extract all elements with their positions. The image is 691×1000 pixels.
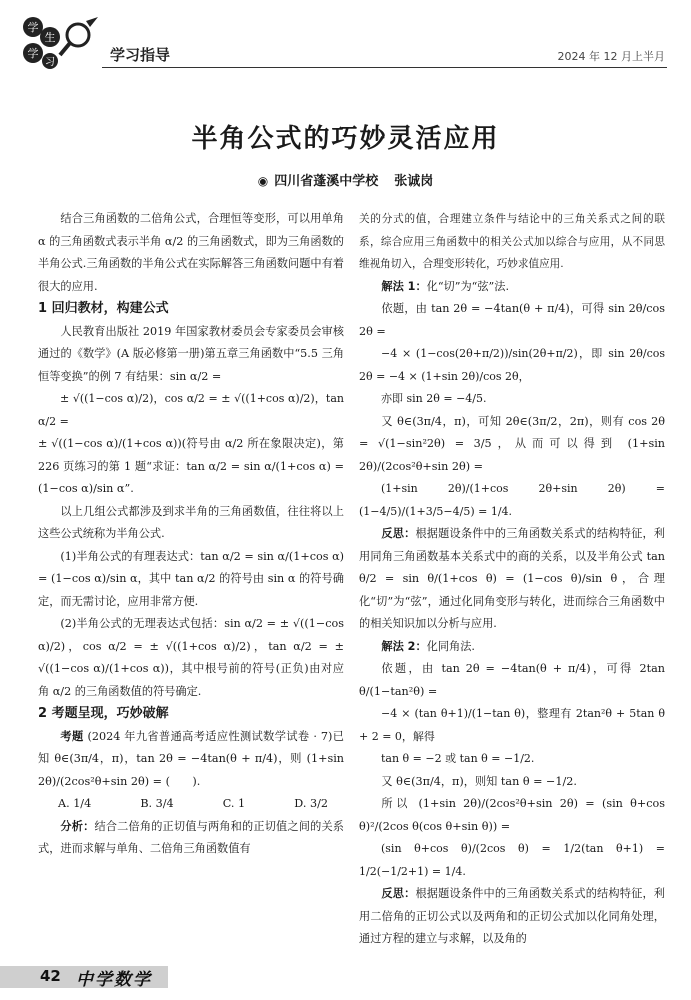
article-title: 半角公式的巧妙灵活应用	[191, 124, 500, 154]
analysis-text: 结合二倍角的正切值与两角和的正切值之间的关系式，进而求解与单角、二倍角三角函数值有	[38, 819, 344, 855]
textbook-paragraph-end: ± √((1−cos α)/(1+cos α))(符号由 α/2 所在象限决定)，第 226 页练习的第 1 题“求证：tan α/2 = sin α/(1+cos α) = (1−cos α)/sin α”.	[38, 437, 344, 495]
reflection-1-label: 反思：	[381, 527, 416, 540]
left-column	[38, 208, 344, 948]
solution-2-title: 化同角法.	[426, 639, 475, 653]
section-title: 学习指导	[110, 46, 171, 64]
magazine-name: 中学数学	[76, 970, 152, 990]
reflection-2-text: 根据题设条件中的三角函数关系式的结构特征，利用二倍角的正切公式以及两角和的正切公式加以化同角处理，通过方程的建立与求解，以及角的	[359, 887, 665, 945]
choice-b: B. 3/4	[140, 797, 174, 810]
reflection-2-label: 反思：	[381, 887, 416, 900]
solution-1-label: 解法 1：	[381, 279, 427, 293]
choice-a: A. 1/4	[58, 797, 92, 810]
exam-problem	[38, 726, 344, 794]
logo-char-1: 学	[27, 21, 39, 34]
solution-2-step-5: 所以 (1+sin 2θ)/(2cos²θ+sin 2θ) = (sin θ+cos θ)²/(2cos θ(cos θ+sin θ)) =	[359, 797, 665, 833]
page-footer	[0, 962, 691, 992]
reflection-1	[359, 523, 665, 636]
author-name: 张诚岗	[394, 174, 434, 189]
byline-bullet-icon: ◉	[257, 174, 269, 188]
summary-paragraph: 以上几组公式都涉及到求半角的三角函数值，往往将以上这些公式统称为半角公式.	[38, 504, 344, 540]
answer-choices	[38, 793, 344, 816]
reflection-1-text: 根据题设条件中的三角函数关系式的结构特征，利用同角三角函数基本关系式中的商的关系，以及半角公式 tan θ/2 = sin θ/(1+cos θ) = (1−cos θ)/sin θ，合理化“切”为“弦”，通过化同角变形与转化，进而综合三角函数中的相关知识加以分析与应用.	[359, 527, 665, 630]
half-angle-formulas: ± √((1−cos α)/2)，cos α/2 = ± √((1+cos α)/2)，tan α/2 =	[38, 392, 344, 428]
byline	[0, 170, 691, 189]
analysis-paragraph	[38, 816, 344, 861]
solution-2-step-2: −4 × (tan θ+1)/(1−tan θ)，整理有 2tan²θ + 5tan θ + 2 = 0，解得	[359, 707, 665, 743]
intro-paragraph: 结合三角函数的二倍角公式，合理恒等变形，可以用单角 α 的三角函数式表示半角 α/2 的三角函数式，即为三角函数的半角公式.三角函数的半角公式在实际解答三角函数问题中有着很大的应用.	[38, 212, 344, 293]
solution-1-step-4: 又 θ∈(3π/4，π)，可知 2θ∈(3π/2，2π)，则有 cos 2θ = √(1−sin²2θ) = 3/5，从而可以得到 (1+sin 2θ)/(2cos²θ+sin 2θ) =	[359, 414, 665, 473]
exam-text: (2024 年九省普通高考适应性测试数学试卷 · 7)已知 θ∈(3π/4，π)，tan 2θ = −4tan(θ + π/4)，则 (1+sin 2θ)/(2cos²θ+sin 2θ) = ( ).	[38, 729, 344, 788]
rational-form-paragraph: (1)半角公式的有理表达式：tan α/2 = sin α/(1+cos α) = (1−cos α)/sin α，其中 tan α/2 的符号由 sin α 的符号确定，而无需讨论，应用非常方便.	[38, 549, 344, 608]
solution-2-step-4: 又 θ∈(3π/4，π)，则知 tan θ = −1/2.	[381, 774, 577, 788]
analysis-label: 分析：	[60, 819, 95, 833]
solution-1-step-1: 依题，由 tan 2θ = −4tan(θ + π/4)，可得 sin 2θ/cos 2θ =	[359, 302, 665, 338]
analysis-continued: 关的分式的值，合理建立条件与结论中的三角关系式之间的联系，综合应用三角函数中的相关公式加以综合与应用，从不同思维视角切入，合理变形转化，巧妙求值应用.	[359, 213, 665, 270]
exam-label: 考题	[60, 729, 84, 743]
page-header	[0, 0, 691, 70]
textbook-paragraph: 人民教育出版社 2019 年国家教材委员会专家委员会审核通过的《数学》(A 版必修第一册)第五章三角函数中“5.5 三角恒等变换”的例 7 有结果：sin α/2 =	[38, 324, 344, 383]
logo-char-2: 生	[44, 31, 56, 44]
reflection-2	[359, 883, 665, 948]
solution-1-heading	[359, 276, 665, 299]
section-heading-1: 1 回归教材，构建公式	[38, 301, 169, 316]
solution-2-step-1: 依题，由 tan 2θ = −4tan(θ + π/4)，可得 2tan θ/(1−tan²θ) =	[359, 662, 665, 698]
right-column	[359, 208, 665, 948]
irrational-form-paragraph: (2)半角公式的无理表达式包括：sin α/2 = ± √((1−cos α)/2)，cos α/2 = ± √((1+cos α)/2)，tan α/2 = ± √((1−cos α)/(1+cos α))，其中根号前的符号(正负)由对应角 α/2 的三角函数值的符号确定.	[38, 617, 344, 698]
header-rule	[102, 67, 667, 68]
solution-1-step-3: 亦即 sin 2θ = −4/5.	[381, 392, 487, 405]
solution-2-step-3: tan θ = −2 或 tan θ = −1/2.	[381, 752, 535, 765]
section-heading-2: 2 考题呈现，巧妙破解	[38, 706, 169, 721]
author-school: 四川省蓬溪中学校	[274, 174, 379, 189]
logo-char-3: 学	[27, 47, 39, 60]
solution-1-result: (1+sin 2θ)/(1+cos 2θ+sin 2θ) = (1−4/5)/(1+3/5−4/5) = 1/4.	[359, 482, 665, 518]
magazine-logo-icon	[20, 15, 100, 69]
choice-c: C. 1	[222, 797, 246, 810]
solution-2-result: (sin θ+cos θ)/(2cos θ) = 1/2(tan θ+1) = 1/2(−1/2+1) = 1/4.	[359, 842, 665, 878]
solution-1-title: 化“切”为“弦”法.	[426, 279, 510, 293]
page-number: 42	[40, 967, 61, 985]
issue-date: 2024 年 12 月上半月	[557, 50, 665, 63]
logo-char-4: 习	[45, 57, 55, 68]
solution-2-label: 解法 2：	[381, 639, 427, 653]
choice-d: D. 3/2	[294, 797, 328, 810]
solution-1-step-2: −4 × (1−cos(2θ+π/2))/sin(2θ+π/2)，即 sin 2θ/cos 2θ = −4 × (1+sin 2θ)/cos 2θ，	[359, 347, 665, 383]
solution-2-heading	[359, 636, 665, 659]
